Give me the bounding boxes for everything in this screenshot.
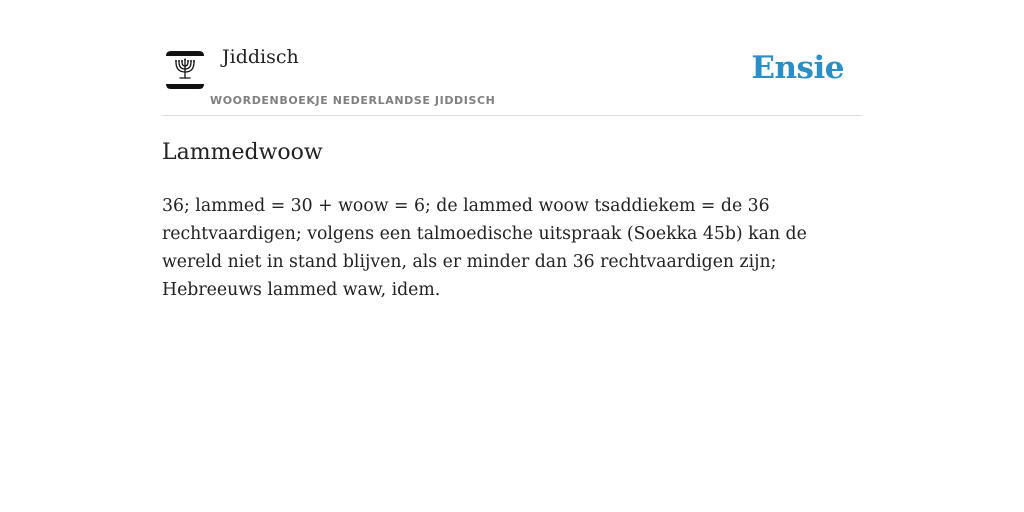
- entry-definition: 36; lammed = 30 + woow = 6; de lammed woow tsaddiekem = de 36 rechtvaardigen; volgens een talmoedische uitspraak (Soekka 45b) kan de wereld niet in stand blijven, als er minder dan 36 rechtvaardigen zijn; Hebreeuws lammed waw, idem.: [162, 196, 807, 300]
- ensie-brand-link[interactable]: Ensie: [751, 50, 844, 86]
- site-header: [162, 40, 862, 116]
- entry-title: Lammedwoow: [162, 140, 323, 165]
- site-title-link[interactable]: Jiddisch: [222, 46, 299, 68]
- site-logo-link[interactable]: [162, 48, 210, 92]
- menorah-icon: [162, 48, 210, 92]
- site-subtitle: WOORDENBOEKJE NEDERLANDSE JIDDISCH: [210, 94, 496, 107]
